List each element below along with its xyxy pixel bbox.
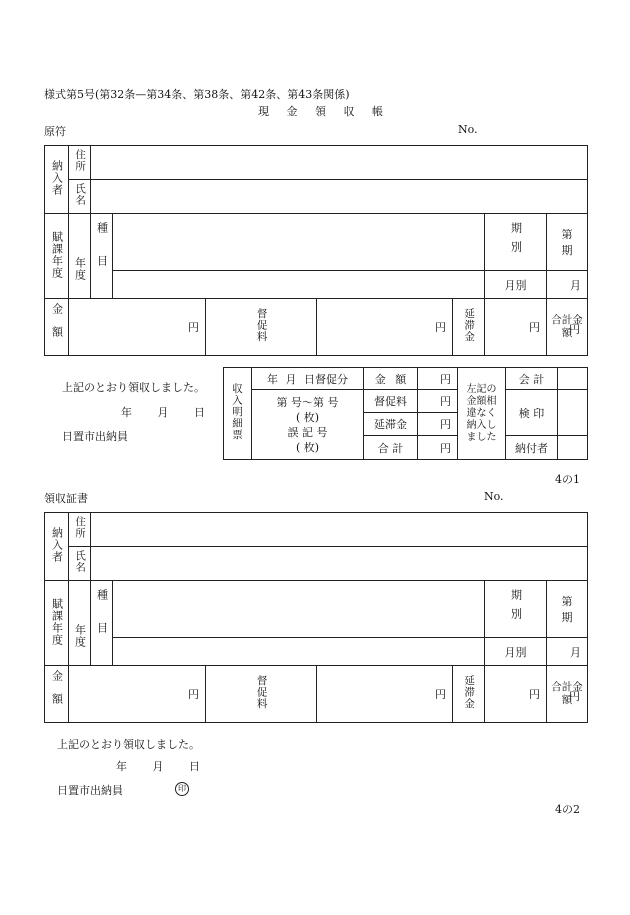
receipt-label: 領収証書 (44, 492, 88, 505)
detail-inspection-label: 検 印 (506, 390, 558, 436)
detail-demand-yen[interactable]: 円 (418, 390, 458, 413)
seal-icon: 印 (175, 781, 189, 796)
stub-amount-label: 金額 (45, 299, 69, 356)
detail-accountant-label: 会 計 (506, 368, 558, 390)
receipt-cashier: 日置市出納員 (57, 784, 123, 797)
receipt-address-label: 住所 (69, 513, 91, 547)
detail-accountant-field[interactable] (558, 368, 588, 390)
receipt-delay-fee-field[interactable]: 円 (485, 666, 547, 723)
stub-address-field[interactable] (91, 146, 588, 180)
detail-payer-field[interactable] (558, 436, 588, 460)
stub-total-yen: 円 (569, 323, 580, 336)
stub-levy-year-label: 賦課年度 (45, 214, 69, 299)
detail-note: 左記の金額相違なく納入しました (458, 368, 506, 460)
stub-period-value[interactable]: 第 期 (547, 214, 588, 271)
stub-item-field-top[interactable] (113, 214, 485, 271)
stub-demand-fee-label: 督促料 (206, 299, 317, 356)
ledger-title: 現 金 領 収 帳 (258, 105, 387, 118)
stub-year-sub-label: 年度 (69, 214, 91, 299)
stub-name-label: 氏名 (69, 180, 91, 214)
detail-amount-yen[interactable]: 円 (418, 368, 458, 390)
detail-payer-label: 納付者 (506, 436, 558, 460)
receipt-item-field-bottom[interactable] (113, 638, 485, 666)
stub-date-text: 年 月 日 (121, 406, 205, 419)
stub-delay-fee-field[interactable]: 円 (485, 299, 547, 356)
income-detail-table (223, 367, 588, 460)
stub-main-table (44, 145, 588, 356)
receipt-levy-year-label: 賦課年度 (45, 581, 69, 666)
receipt-year-sub-label: 年度 (69, 581, 91, 666)
stub-payer-side-label: 納入者 (45, 146, 69, 214)
receipt-amount-label: 金額 (45, 666, 69, 723)
stub-month-label: 月別 (485, 271, 547, 299)
stub-name-field[interactable] (91, 180, 588, 214)
receipt-demand-fee-field[interactable]: 円 (317, 666, 453, 723)
receipt-period-label: 期別 (485, 581, 547, 638)
receipt-item-label: 種目 (91, 581, 113, 666)
receipt-main-table (44, 512, 588, 723)
stub-delay-fee-label: 延滞金 (453, 299, 485, 356)
receipt-no-label: No. (484, 490, 504, 503)
detail-delay-yen[interactable]: 円 (418, 413, 458, 436)
stub-item-field-bottom[interactable] (113, 271, 485, 299)
detail-total-label: 合 計 (364, 436, 418, 460)
detail-inspection-field[interactable] (558, 390, 588, 436)
detail-total-yen[interactable]: 円 (418, 436, 458, 460)
stub-no-label: No. (458, 123, 478, 136)
stub-month-value[interactable]: 月 (547, 271, 588, 299)
receipt-received-text: 上記のとおり領収しました。 (57, 738, 200, 751)
stub-amount-field[interactable]: 円 (69, 299, 206, 356)
stub-cashier: 日置市出納員 (62, 430, 128, 443)
stub-demand-fee-field[interactable]: 円 (317, 299, 453, 356)
detail-demand-label: 督促料 (364, 390, 418, 413)
receipt-page-number: 4の2 (555, 803, 580, 816)
receipt-amount-field[interactable]: 円 (69, 666, 206, 723)
stub-received-text: 上記のとおり領収しました。 (62, 381, 205, 394)
stub-total-label: 合計金額 (547, 299, 588, 356)
detail-number-range[interactable]: 第 号〜第 号 ( 枚) 誤 記 号 ( 枚) (252, 390, 364, 460)
receipt-total-label: 合計金額 (547, 666, 588, 723)
stub-label: 原符 (44, 125, 66, 138)
receipt-name-label: 氏名 (69, 547, 91, 581)
receipt-delay-fee-label: 延滞金 (453, 666, 485, 723)
stub-item-label: 種目 (91, 214, 113, 299)
receipt-month-label: 月別 (485, 638, 547, 666)
detail-date[interactable]: 年 月 日督促分 (252, 368, 364, 390)
receipt-total-yen: 円 (569, 690, 580, 703)
stub-period-label: 期別 (485, 214, 547, 271)
form-title: 様式第5号(第32条—第34条、第38条、第42条、第43条関係) (44, 88, 350, 101)
receipt-period-value[interactable]: 第 期 (547, 581, 588, 638)
detail-side-label: 収入明細票 (224, 368, 252, 460)
receipt-address-field[interactable] (91, 513, 588, 547)
detail-amount-label: 金 額 (364, 368, 418, 390)
receipt-month-value[interactable]: 月 (547, 638, 588, 666)
receipt-date-text: 年 月 日 (116, 760, 200, 773)
receipt-name-field[interactable] (91, 547, 588, 581)
detail-delay-label: 延滞金 (364, 413, 418, 436)
stub-page-number: 4の1 (555, 473, 580, 486)
receipt-demand-fee-label: 督促料 (206, 666, 317, 723)
receipt-item-field-top[interactable] (113, 581, 485, 638)
receipt-payer-side-label: 納入者 (45, 513, 69, 581)
stub-address-label: 住所 (69, 146, 91, 180)
